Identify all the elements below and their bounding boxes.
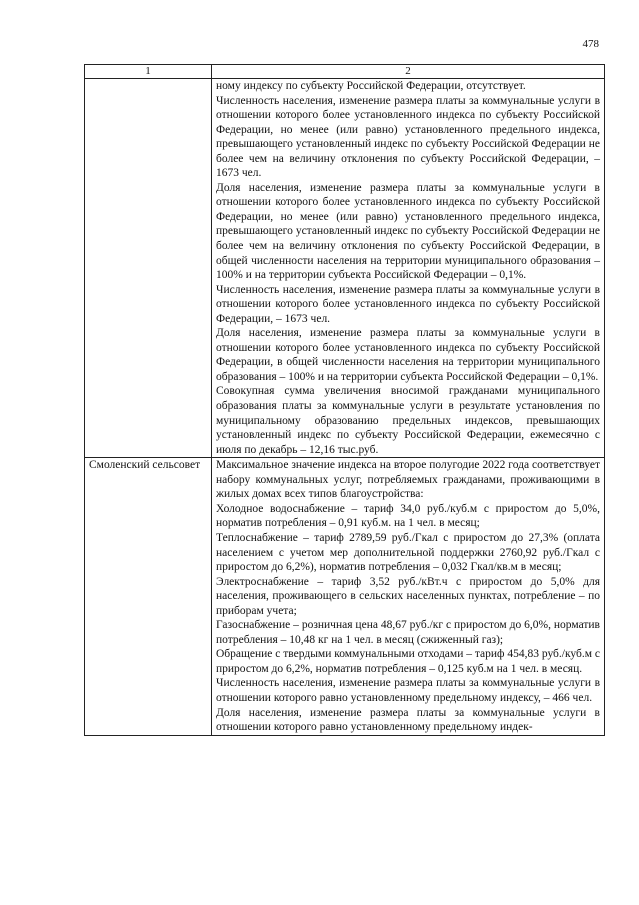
paragraph: Численность населения, изменение размера платы за коммунальные услуги в отношении которого более установленного индекса по субъекту Российской Федерации, но менее (или равно) установленного предельного индекса, превышающего установленный индекс по субъекту Российской Федерации не более чем на величину отклонения по субъекту Российской Федерации, – 1673 чел. <box>216 94 600 180</box>
column-header-1: 1 <box>85 65 212 79</box>
paragraph: Холодное водоснабжение – тариф 34,0 руб./куб.м с приростом до 5,0%, норматив потребления – 0,91 куб.м. на 1 чел. в месяц; <box>216 502 600 530</box>
paragraph: Электроснабжение – тариф 3,52 руб./кВт.ч с приростом до 5,0% для населения, проживающего в сельских населенных пунктах, потребление – по приборам учета; <box>216 575 600 617</box>
paragraph: Теплоснабжение – тариф 2789,59 руб./Гкал с приростом до 27,3% (оплата населением с учетом мер дополнительной поддержки 2760,92 руб./Гкал с приростом до 6,2%), норматив потребления – 0,032 Гкал/кв.м в месяц; <box>216 531 600 574</box>
region-cell: Смоленский сельсовет <box>85 458 212 735</box>
paragraph: Доля населения, изменение размера платы за коммунальные услуги в отношении которого более установленного индекса по субъекту Российской Федерации, но менее (или равно) установленного предельного индекса, превышающего установленный индекс по субъекту Российской Федерации не более чем на величину отклонения по субъекту Российской Федерации, в общей численности населения на территории муниципального образования – 100% и на территории субъекта Российской Федерации – 0,1%. <box>216 181 600 282</box>
paragraph: Численность населения, изменение размера платы за коммунальные услуги в отношении которого равно установленному предельному индексу, – 466 чел. <box>216 677 600 704</box>
paragraph: ному индексу по субъекту Российской Федерации, отсутствует. <box>216 80 526 92</box>
table-header-row <box>85 65 605 79</box>
description-cell <box>212 458 605 735</box>
data-table <box>84 64 605 736</box>
paragraph: Совокупная сумма увеличения вносимой гражданами муниципального образования платы за коммунальные услуги в результате установления по муниципальному образованию предельных индексов, превышающих установленный индекс по субъекту Российской Федерации, ежемесячно с июля по декабрь – 12,16 тыс.руб. <box>216 385 600 456</box>
table-row <box>85 458 605 735</box>
column-header-2: 2 <box>212 65 605 79</box>
paragraph: Максимальное значение индекса на второе полугодие 2022 года соответствует набору коммунальных услуг, потребляемых гражданами, проживающими в жилых домах всех типов благоустройства: <box>216 459 600 501</box>
region-cell <box>85 79 212 458</box>
paragraph: Численность населения, изменение размера платы за коммунальные услуги в отношении которого более установленного индекса по субъекту Российской Федерации, – 1673 чел. <box>216 283 600 325</box>
paragraph: Обращение с твердыми коммунальными отходами – тариф 454,83 руб./куб.м с приростом до 6,2%, норматив потребления – 0,125 куб.м на 1 чел. в месяц. <box>216 648 600 675</box>
paragraph: Газоснабжение – розничная цена 48,67 руб./кг с приростом до 6,0%, норматив потребления – 10,48 кг на 1 чел. в месяц (сжиженный газ); <box>216 619 600 646</box>
table-row <box>85 79 605 458</box>
description-cell <box>212 79 605 458</box>
paragraph: Доля населения, изменение размера платы за коммунальные услуги в отношении которого более установленного индекса по субъекту Российской Федерации, в общей численности населения на территории муниципального образования – 100% и на территории субъекта Российской Федерации – 0,1%. <box>216 327 600 383</box>
page-number: 478 <box>582 38 599 50</box>
paragraph: Доля населения, изменение размера платы за коммунальные услуги в отношении которого равно установленному предельному индек- <box>216 706 600 734</box>
